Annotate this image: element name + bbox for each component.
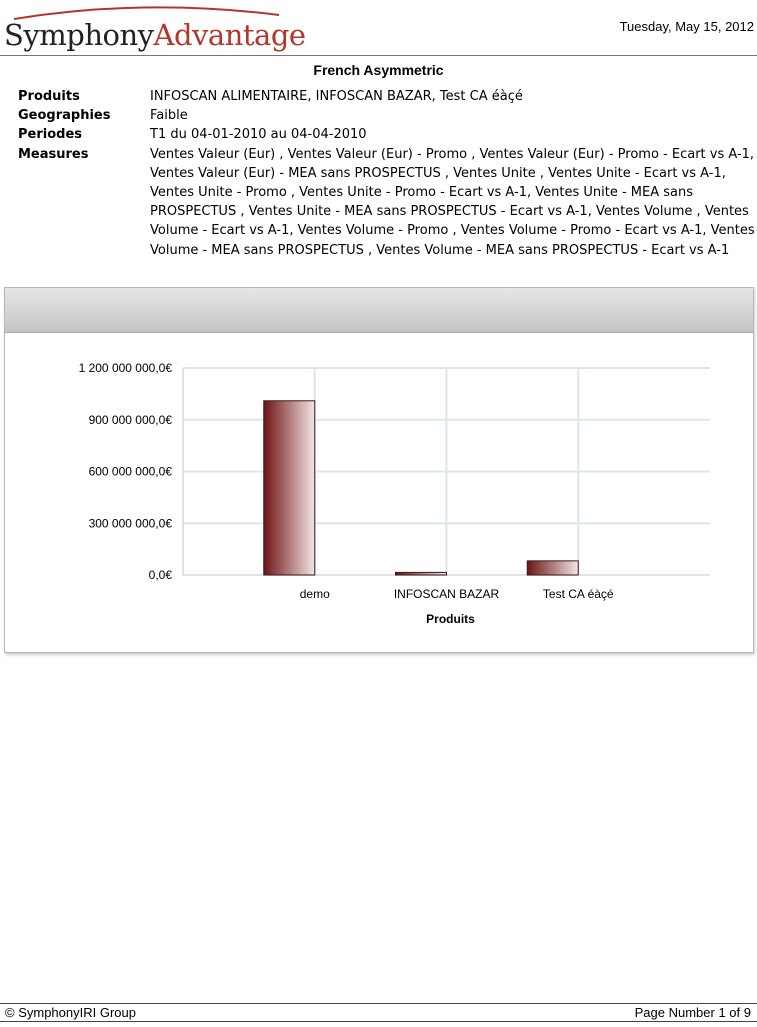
logo-text-part1: Symphony xyxy=(4,18,154,52)
y-tick-label: 900 000 000,0€ xyxy=(88,412,172,427)
page-number: Page Number 1 of 9 xyxy=(634,1005,751,1020)
x-tick-label: INFOSCAN BAZAR xyxy=(393,587,500,601)
bar xyxy=(396,572,447,575)
logo-text-part2: Advantage xyxy=(153,18,306,52)
filter-row-periodes xyxy=(18,125,757,144)
filter-label: Measures xyxy=(18,146,89,162)
filter-value: Ventes Valeur (Eur) , Ventes Valeur (Eur) - Promo , Ventes Valeur (Eur) - Promo - Ecart vs A-1, Ventes Valeur (Eur) - MEA sans PROSPECTUS , Ventes Unite , Ventes Unite - Ecart vs A-1, Ventes Unite - Promo , Ventes Unite - Promo - Ecart vs A-1, Ventes Unite - MEA sans PROSPECTUS , Ventes Unite - MEA sans PROSPECTUS - Ecart vs A-1, Ventes Volume , Ventes Volume - Ecart vs A-1, Ventes Volume - Promo , Ventes Volume - Promo - Ecart vs A-1, Ventes Volume - MEA sans PROSPECTUS , Ventes Volume - MEA sans PROSPECTUS - Ecart vs A-1 xyxy=(150,146,755,258)
bar xyxy=(527,561,578,575)
logo-text xyxy=(4,18,306,52)
chart-grid xyxy=(183,368,710,575)
report-title: French Asymmetric xyxy=(313,62,444,78)
bar xyxy=(264,401,315,575)
filter-label: Periodes xyxy=(18,127,83,143)
header-divider xyxy=(0,55,757,56)
filter-row-produits xyxy=(18,87,757,106)
chart-panel xyxy=(4,287,754,653)
filter-value: T1 du 04-01-2010 au 04-04-2010 xyxy=(150,127,367,143)
y-tick-label: 0,0€ xyxy=(148,568,172,582)
filter-row-measures xyxy=(18,145,757,260)
x-axis-title: Produits xyxy=(426,612,475,626)
filter-label: Produits xyxy=(18,89,80,104)
y-tick-label: 300 000 000,0€ xyxy=(88,516,172,531)
filter-row-geographies xyxy=(18,106,757,125)
x-tick-label: Test CA éàçé xyxy=(542,587,614,601)
report-date: Tuesday, May 15, 2012 xyxy=(619,19,754,34)
report-filters xyxy=(18,87,757,260)
symphony-advantage-logo xyxy=(4,4,306,58)
x-tick-label: demo xyxy=(299,587,330,601)
chart-labels xyxy=(79,361,614,626)
y-tick-label: 1 200 000 000,0€ xyxy=(78,361,172,375)
footer-divider-bottom xyxy=(0,1021,757,1022)
copyright: © SymphonyIRI Group xyxy=(5,1005,136,1020)
filter-value: Faible xyxy=(150,108,188,124)
bar-chart xyxy=(5,288,753,652)
chart-bars xyxy=(264,401,579,575)
y-tick-label: 600 000 000,0€ xyxy=(88,464,172,479)
filter-label: Geographies xyxy=(18,108,111,124)
footer-divider xyxy=(0,1003,757,1004)
filter-value: INFOSCAN ALIMENTAIRE, INFOSCAN BAZAR, Test CA éàçé xyxy=(150,89,523,104)
